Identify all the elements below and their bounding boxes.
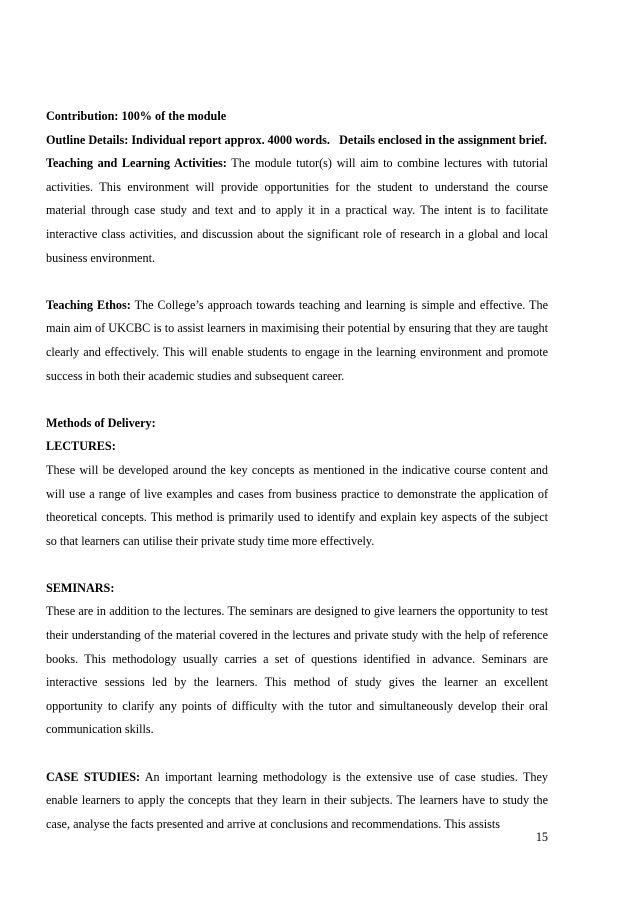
outline-details-text: Individual report approx. 4000 words. <box>131 132 330 147</box>
teaching-learning-label: Teaching and Learning Activities: <box>46 156 227 171</box>
outline-details-label: Outline Details: <box>46 132 129 147</box>
lectures-heading <box>46 435 548 459</box>
outline-details-extra: Details enclosed in the assignment brief. <box>339 132 547 147</box>
spacer <box>46 553 548 577</box>
seminars-heading <box>46 577 548 601</box>
methods-heading <box>46 412 548 436</box>
case-studies-text: An important learning methodology is the extensive use of case studies. They enable learners to apply the concepts that they learn in their subjects. The learners have to study the case, analyse the facts presented and arrive at conclusions and recommendations. This assists <box>46 769 548 831</box>
lectures-heading-text: LECTURES: <box>46 439 116 454</box>
seminars-heading-text: SEMINARS: <box>46 580 115 595</box>
contribution-value: 100% of the module <box>121 109 227 123</box>
lectures-paragraph: These will be developed around the key concepts as mentioned in the indicative course content and will use a range of live examples and cases from business practice to demonstrate the application of theoretical concepts. This method is primarily used to identify and explain key aspects of the subject so that learners can utilise their private study time more effectively. <box>46 462 548 548</box>
case-studies-label: CASE STUDIES: <box>46 769 141 784</box>
page-number: 15 <box>535 830 548 844</box>
teaching-ethos-label: Teaching Ethos: <box>46 297 131 312</box>
page-content <box>46 105 548 836</box>
contribution-label: Contribution: <box>46 109 119 123</box>
outline-details-paragraph <box>46 129 548 153</box>
case-studies-paragraph <box>46 766 548 837</box>
methods-heading-text: Methods of Delivery: <box>46 415 156 430</box>
teaching-ethos-paragraph <box>46 294 548 388</box>
spacer <box>46 388 548 412</box>
spacer <box>46 742 548 766</box>
teaching-ethos-text: The College’s approach towards teaching and learning is simple and effective. The main aim of UKCBC is to assist learners in maximising their potential by ensuring that they are taught clearly and effectively. This will enable students to engage in the learning environment and promote success in both their academic studies and subsequent career. <box>46 297 548 383</box>
seminars-paragraph: These are in addition to the lectures. The seminars are designed to give learners the opportunity to test their understanding of the material covered in the lectures and private study with the help of reference books. This methodology usually carries a set of questions identified in advance. Seminars are interactive sessions led by the learners. This method of study gives the learner an excellent opportunity to clarify any points of difficulty with the tutor and simultaneously develop their oral communication skills. <box>46 604 548 737</box>
teaching-learning-paragraph <box>46 152 548 270</box>
contribution-line <box>46 105 548 129</box>
spacer <box>46 270 548 294</box>
teaching-learning-text: The module tutor(s) will aim to combine lectures with tutorial activities. This environment will provide opportunities for the student to understand the course material through case study and text and to apply it in a practical way. The intent is to facilitate interactive class activities, and discussion about the significant role of research in a global and local business environment. <box>46 156 549 265</box>
